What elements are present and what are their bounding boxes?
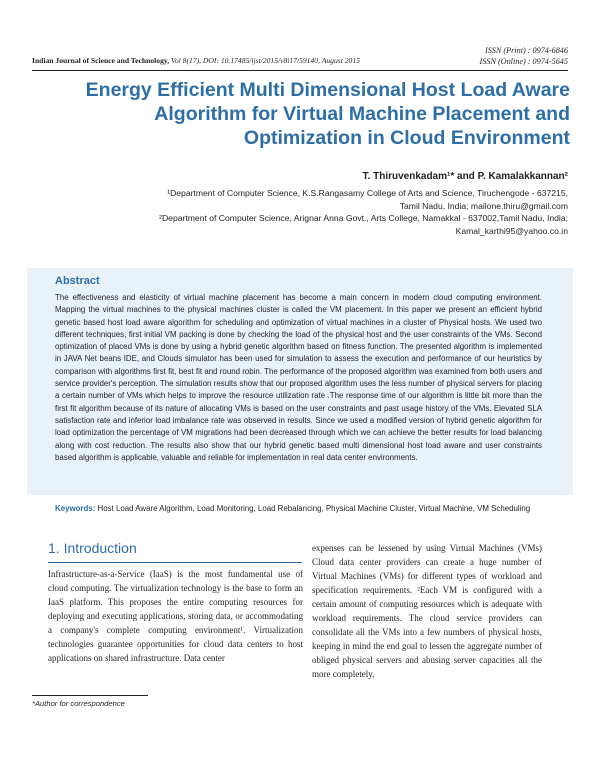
keywords-text: Host Load Aware Algorithm, Load Monitoring, Load Rebalancing, Physical Machine Cluster, Virtual Machine, VM Scheduling: [95, 504, 531, 513]
affiliation-1-line-1: ¹Department of Computer Science, K.S.Rangasamy College of Arts and Science, Tiruchengode - 637215,: [167, 188, 568, 198]
affiliation-1-line-2: Tamil Nadu, India; mailone.thiru@gmail.com: [399, 200, 568, 211]
affiliation-2-line-2: Kamal_karthi95@yahoo.co.in: [455, 225, 568, 236]
author-list: T. Thiruvenkadam¹* and P. Kamalakkannan²: [362, 171, 568, 182]
journal-citation: [32, 56, 360, 65]
keywords: [55, 503, 545, 516]
paper-title: [40, 78, 570, 150]
keywords-label: Keywords:: [55, 504, 96, 513]
issn-online: ISSN (Online) : 0974-5645: [479, 57, 568, 66]
title-line-3: Optimization in Cloud Environment: [243, 127, 570, 149]
footnote-rule: [32, 695, 148, 696]
affiliations: [38, 187, 568, 237]
abstract-heading: Abstract: [55, 275, 100, 287]
section-heading-introduction: 1. Introduction: [48, 540, 137, 556]
issn-block: [480, 45, 568, 67]
intro-left-column: Infrastructure-as-a-Service (IaaS) is the most fundamental use of cloud computing. The virtualization technology is the base to form an IaaS platform. This proposes the entire computing resources for deploying and executing applications, storing data, or accommodating a company's complete computing environment¹. Virtualization technologies guarantee opportunities for cloud data centers to host applications on shared infrastructure. Data center: [48, 569, 303, 663]
section-rule: [48, 562, 302, 563]
issn-print: ISSN (Print) : 0974-6846: [484, 46, 568, 55]
footnote: *Author for correspondence: [32, 699, 125, 708]
intro-right-column: expenses can be lessened by using Virtual Machines (VMs) Cloud data center providers can create a huge number of Virtual Machines (VMs) for different types of workload and specification requirements. ²Each VM is configured with a certain amount of computing resources which is adequate with workload requirements. The cloud service providers can consolidate all the VMs into a few numbers of physical hosts, keeping in mind the end goal to lessen the aggregate number of obliged physical servers and abusing server capacities all the more completely,: [312, 543, 542, 679]
journal-details: Vol 8(17), DOI: 10.17485/ijst/2015/v8i17/59140, August 2015: [169, 56, 360, 65]
header-rule: [32, 70, 568, 71]
title-line-2: Algorithm for Virtual Machine Placement and: [154, 103, 570, 125]
abstract-body: The effectiveness and elasticity of virtual machine placement has become a main concern in modern cloud computing environment. Mapping the virtual machines to the physical machines cluster is called the VM placement. In this paper we present an efficient hybrid genetic based host load aware algorithm for scheduling and optimization of virtual machines in a cluster of Physical hosts. We used two different techniques, first initial VM packing is done by checking the load of the physical host and the user constraints of the VMs. Second optimization of placed VMs is done by using a hybrid genetic algorithm based on fitness function. The presented algorithm is implemented in JAVA Net beans IDE, and Clouds simulator has been used for simulation to assess the execution and performance of our heuristics by comparison with algorithms first fit, best fit and round robin. The performance of the proposed algorithm was examined from both users and service provider's perception. The simulation results show that our proposed algorithm uses the less number of physical servers for placing a certain number of VMs which helps to improve the resource utilization rate .The response time of our algorithm is little bit more than the first fit algorithm because of its nature of allocating VMs is based on the user constraints and past usage history of the VMs. Elevated SLA satisfaction rate and inferior load imbalance rate was observed in results. Since we used a modified version of hybrid genetic algorithm for load optimization the percentage of VM migrations had been decreased through which we can achieve the better results for load balancing along with cost reduction. The results also show that our hybrid genetic based multi dimensional host load aware and user constraints based algorithm is applicable, valuable and reliable for implementation in real data center environments.: [55, 293, 542, 462]
affiliation-2-line-1: ²Department of Computer Science, Arignar Anna Govt., Arts College, Namakkal - 637002,Tamil Nadu, India;: [159, 213, 568, 224]
title-line-1: Energy Efficient Multi Dimensional Host Load Aware: [85, 79, 570, 101]
journal-name: Indian Journal of Science and Technology,: [32, 56, 170, 65]
